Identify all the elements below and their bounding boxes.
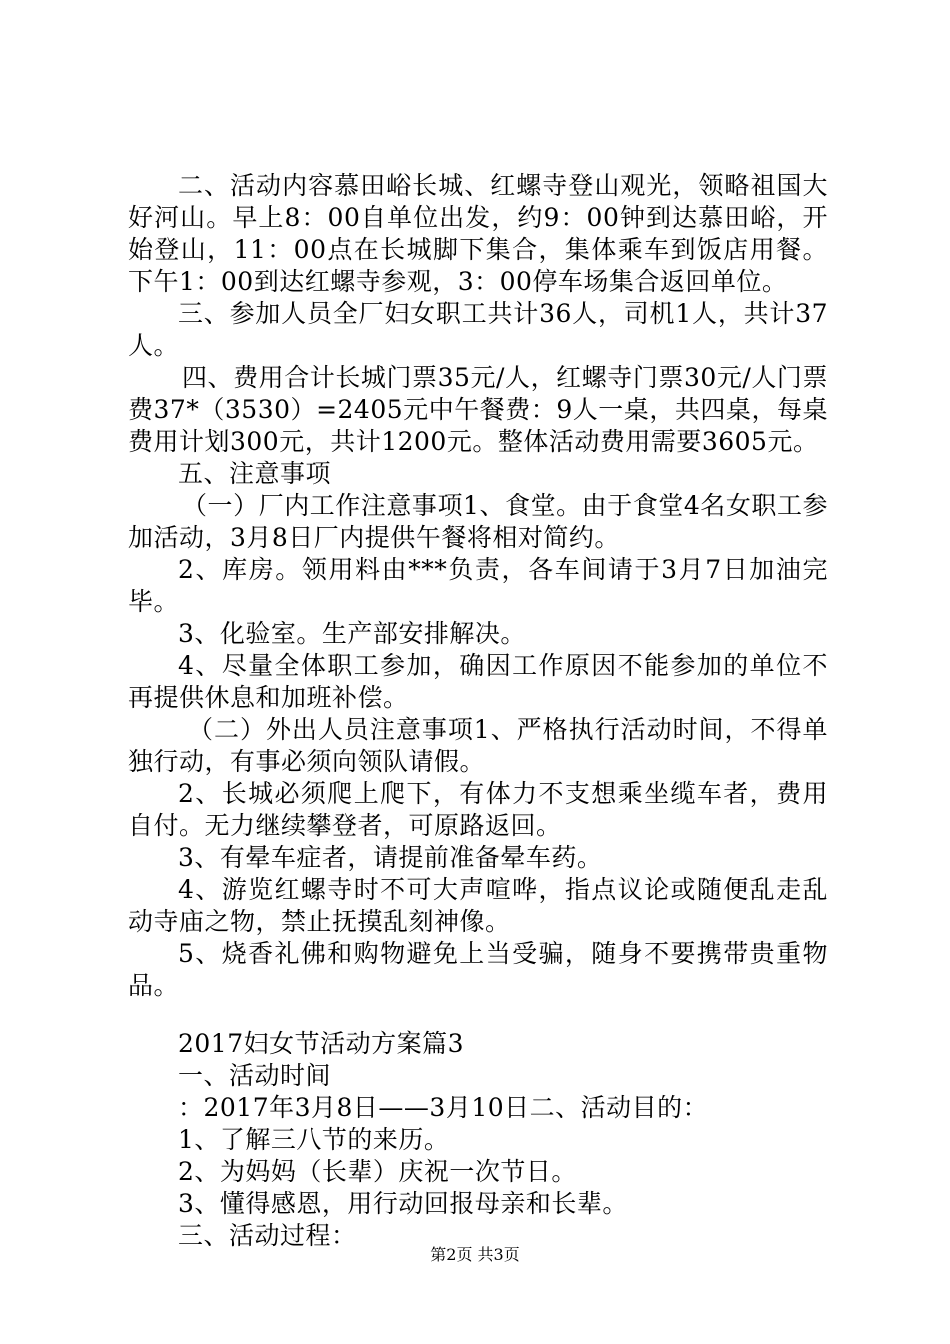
page-footer: 第2页 共3页: [430, 1245, 520, 1264]
paragraph-all-staff: 4、尽量全体职工参加，确因工作原因不能参加的单位不再提供休息和加班补偿。: [128, 651, 828, 712]
line-purpose-2: 2、为妈妈（长辈）庆祝一次节日。: [178, 1157, 577, 1186]
line-activity-time: 一、活动时间: [178, 1061, 332, 1090]
paragraph-outing-notes: （二）外出人员注意事项1、严格执行活动时间，不得单独行动，有事必须向领队请假。: [128, 715, 828, 776]
line-activity-process: 三、活动过程：: [178, 1221, 357, 1250]
paragraph-temple-rules: 4、游览红螺寺时不可大声喧哗，指点议论或随便乱走乱动寺庙之物，禁止抚摸乱刻神像。: [128, 875, 828, 936]
line-dates-purpose: ：2017年3月8日——3月10日二、活动目的：: [178, 1093, 709, 1122]
paragraph-great-wall: 2、长城必须爬上爬下，有体力不支想乘坐缆车者，费用自付。无力继续攀登者，可原路返回。: [128, 779, 828, 840]
paragraph-motion-sickness: 3、有晕车症者，请提前准备晕车药。: [178, 843, 603, 872]
document-body: [128, 170, 828, 1252]
paragraph-lab: 3、化验室。生产部安排解决。: [178, 619, 526, 648]
section-title: 2017妇女节活动方案篇3: [178, 1029, 465, 1058]
line-purpose-1: 1、了解三八节的来历。: [178, 1125, 450, 1154]
paragraph-participants: 三、参加人员全厂妇女职工共计36人，司机1人，共计37人。: [128, 299, 828, 360]
paragraph-warehouse: 2、库房。领用料由***负责，各车间请于3月7日加油完毕。: [128, 555, 828, 616]
paragraph-activity-content: 二、活动内容慕田峪长城、红螺寺登山观光，领略祖国大好河山。早上8：00自单位出发，约9：00钟到达慕田峪，开始登山，11：00点在长城脚下集合，集体乘车到饭店用餐。下午1：00到达红螺寺参观，3：00停车场集合返回单位。: [128, 171, 828, 296]
paragraph-notes-heading: 五、注意事项: [178, 459, 332, 488]
paragraph-valuables: 5、烧香礼佛和购物避免上当受骗，随身不要携带贵重物品。: [128, 939, 828, 1000]
paragraph-factory-notes: （一）厂内工作注意事项1、食堂。由于食堂4名女职工参加活动，3月8日厂内提供午餐将相对简约。: [128, 491, 828, 552]
section-gap: [128, 1002, 828, 1028]
paragraph-costs: 四、费用合计长城门票35元/人，红螺寺门票30元/人门票费37*（3530）=2405元中午餐费：9人一桌，共四桌，每桌费用计划300元，共计1200元。整体活动费用需要3605元。: [128, 363, 828, 456]
line-purpose-3: 3、懂得感恩，用行动回报母亲和长辈。: [178, 1189, 628, 1218]
